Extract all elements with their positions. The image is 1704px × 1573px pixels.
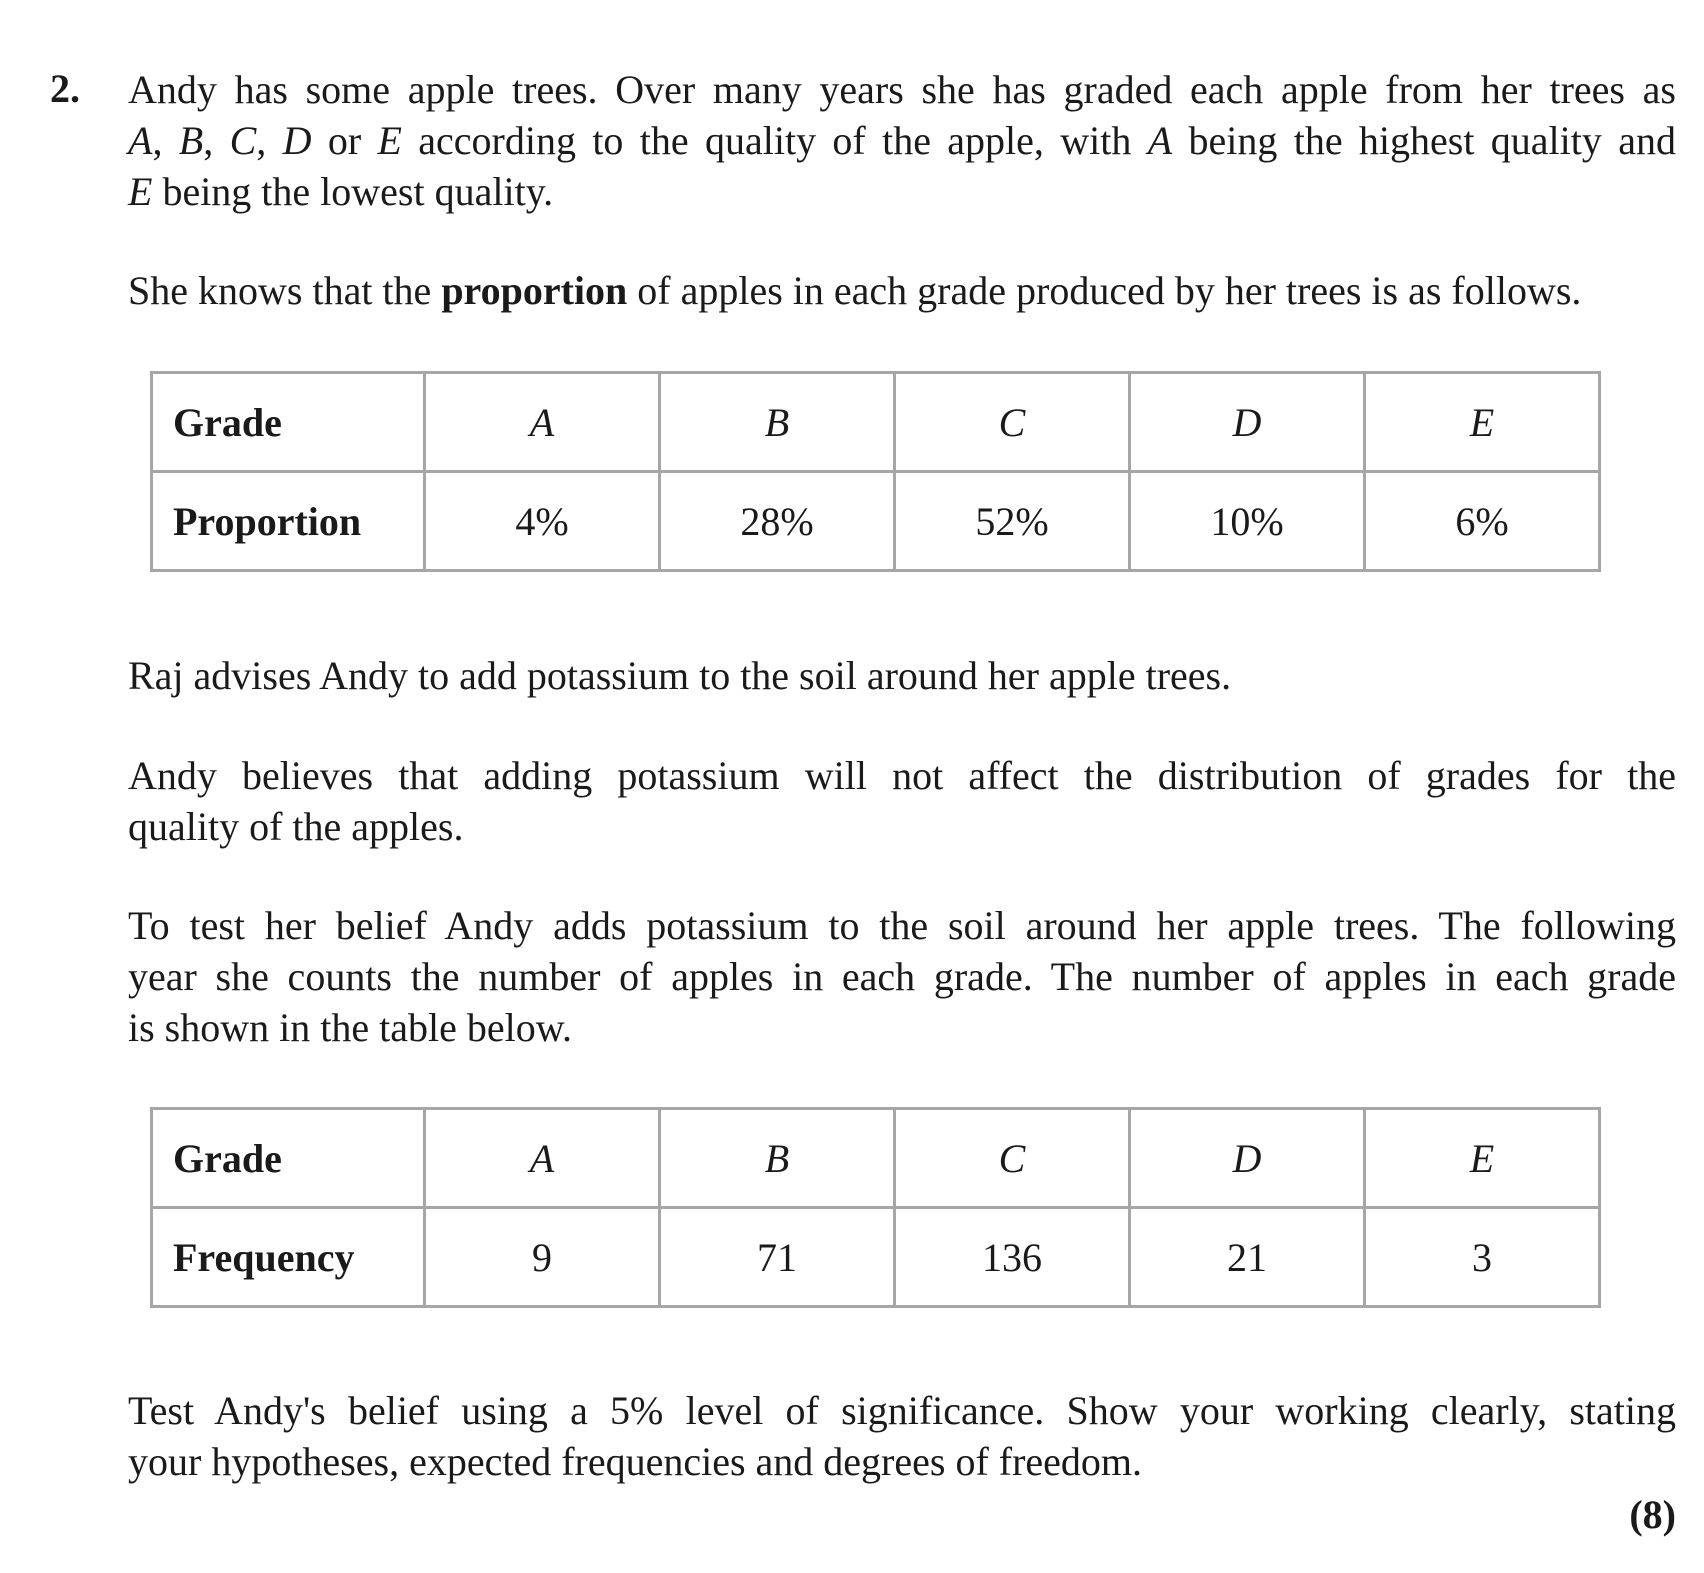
grade-letter: E: [128, 169, 153, 214]
intro-line-2-text: according to the quality of the apple, with: [418, 118, 1132, 163]
grade-cell: E: [1365, 1109, 1600, 1208]
grade-header: Grade: [152, 1109, 425, 1208]
belief-line-1: Andy believes that adding potassium will not affect the distribution of grades for the: [128, 753, 1676, 798]
table-row: [152, 1208, 1600, 1307]
intro-line-1: Andy has some apple trees. Over many years she has graded each apple from her trees as: [128, 67, 1676, 112]
intro-line-2-tail: being the highest quality and: [1188, 118, 1676, 163]
proportion-bold-word: proportion: [441, 268, 628, 313]
grade-letter: A: [1147, 118, 1173, 163]
test-line-2: year she counts the number of apples in each grade. The number of apples in each grade: [128, 954, 1676, 999]
belief-line-2: quality of the apples.: [128, 804, 464, 849]
grade-cell: D: [1130, 1109, 1365, 1208]
frequency-cell: 21: [1130, 1208, 1365, 1307]
task-line-1: Test Andy's belief using a 5% level of significance. Show your working clearly, stating: [128, 1388, 1676, 1433]
test-paragraph: [128, 900, 1676, 1053]
belief-paragraph: [128, 750, 1676, 852]
grade-cell: C: [895, 373, 1130, 472]
intro-line-3: [128, 166, 1676, 217]
task-paragraph: [128, 1385, 1676, 1487]
grade-letter: A: [128, 118, 153, 163]
frequency-cell: 136: [895, 1208, 1130, 1307]
grade-header: Grade: [152, 373, 425, 472]
grade-cell: E: [1365, 373, 1600, 472]
grade-letter: C: [229, 118, 257, 163]
grade-letter: D: [282, 118, 312, 163]
marks-label: (8): [1629, 1492, 1676, 1537]
frequency-cell: 9: [425, 1208, 660, 1307]
proportion-sentence-end: of apples in each grade produced by her trees is as follows.: [627, 268, 1582, 313]
intro-line-2: [128, 115, 1676, 166]
separator: ,: [152, 118, 179, 163]
proportion-sentence: [128, 265, 1676, 316]
question-number: 2.: [50, 66, 80, 111]
frequency-table: [150, 1107, 1601, 1308]
grade-cell: B: [660, 373, 895, 472]
proportion-cell: 28%: [660, 472, 895, 571]
proportion-sentence-start: She knows that the: [128, 268, 442, 313]
grade-letter: B: [178, 118, 204, 163]
table-row: [152, 373, 1600, 472]
task-line-2: your hypotheses, expected frequencies and degrees of freedom.: [128, 1439, 1143, 1484]
grade-letter: E: [377, 118, 402, 163]
intro-line-3-text: being the lowest quality.: [162, 169, 554, 214]
separator: ,: [256, 118, 283, 163]
proportion-cell: 4%: [425, 472, 660, 571]
grade-cell: B: [660, 1109, 895, 1208]
intro-paragraph: [128, 64, 1676, 217]
raj-sentence: [128, 650, 1676, 701]
frequency-cell: 71: [660, 1208, 895, 1307]
proportion-cell: 6%: [1365, 472, 1600, 571]
test-line-1: To test her belief Andy adds potassium to the soil around her apple trees. The following: [128, 903, 1676, 948]
grade-cell: D: [1130, 373, 1365, 472]
proportion-table: [150, 371, 1601, 572]
separator: or: [311, 118, 378, 163]
raj-sentence-text: Raj advises Andy to add potassium to the soil around her apple trees.: [128, 653, 1232, 698]
separator: ,: [203, 118, 230, 163]
table-row: [152, 472, 1600, 571]
grade-cell: C: [895, 1109, 1130, 1208]
test-line-3: is shown in the table below.: [128, 1005, 573, 1050]
table-row: [152, 1109, 1600, 1208]
proportion-header: Proportion: [152, 472, 425, 571]
frequency-header: Frequency: [152, 1208, 425, 1307]
proportion-cell: 52%: [895, 472, 1130, 571]
proportion-cell: 10%: [1130, 472, 1365, 571]
grade-cell: A: [425, 1109, 660, 1208]
frequency-cell: 3: [1365, 1208, 1600, 1307]
grade-cell: A: [425, 373, 660, 472]
